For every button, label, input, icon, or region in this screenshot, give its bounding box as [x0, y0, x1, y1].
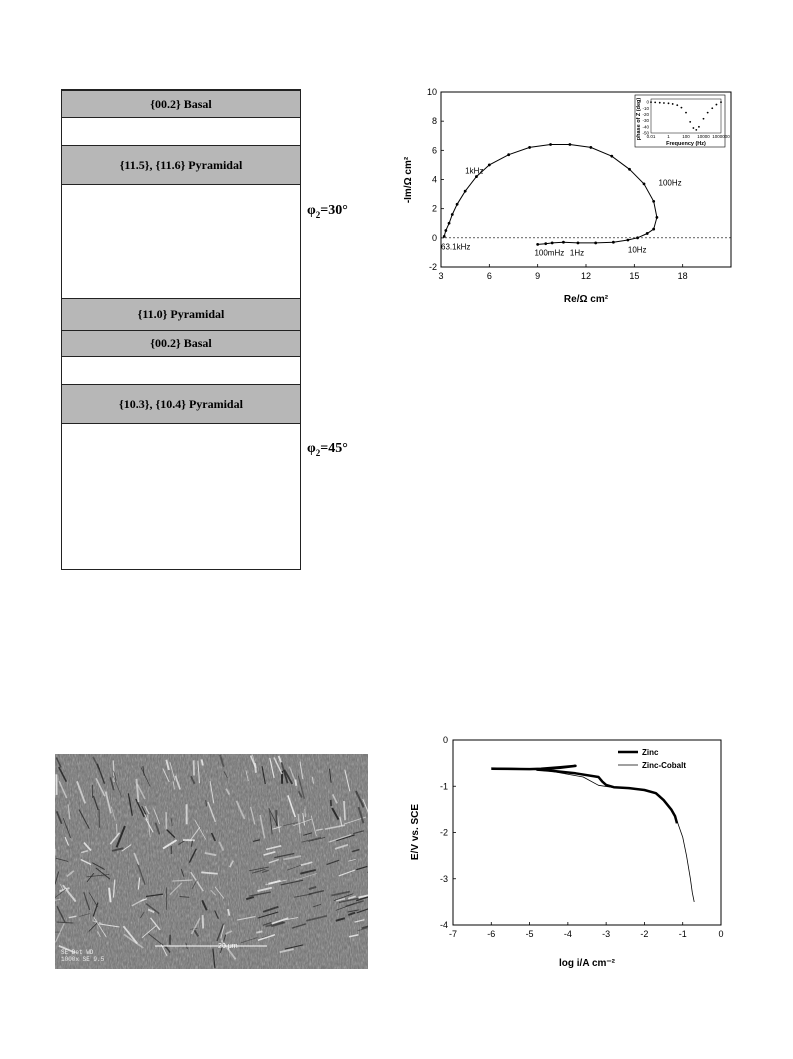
series-line-zinc: [491, 766, 677, 823]
impedance-point: [451, 213, 454, 216]
impedance-point: [610, 155, 613, 158]
impedance-point: [643, 182, 646, 185]
y-tick-label: -2: [439, 827, 448, 838]
impedance-point: [488, 164, 491, 167]
y-tick-label: -3: [439, 873, 448, 884]
y-tick-label: 6: [431, 145, 437, 156]
x-tick-label: -6: [487, 929, 496, 939]
phi2-45-label: $\varphi_2=45^\circ$: [307, 441, 348, 458]
impedance-point: [544, 242, 547, 245]
impedance-point: [568, 143, 571, 146]
band-10-3-10-4-pyramidal: {10.3}, {10.4} Pyramidal: [62, 384, 300, 424]
platelet-feature: [276, 810, 277, 826]
x-tick-label: -7: [448, 929, 458, 939]
nyquist-chart: [400, 80, 740, 330]
impedance-curve: [444, 145, 657, 245]
frequency-label: 63.1kHz: [441, 242, 471, 252]
inset-point: [707, 112, 709, 114]
y-tick-label: 0: [431, 232, 437, 243]
platelet-feature: [295, 780, 296, 786]
sem-caption-line2: 1000x SE 9.5: [61, 956, 105, 963]
inset-x-tick-label: 1000000: [712, 134, 730, 139]
y-tick-label: 4: [431, 174, 437, 185]
inset-point: [689, 121, 691, 123]
frequency-label: 1Hz: [569, 248, 585, 258]
impedance-point: [443, 235, 446, 238]
inset-y-tick-label: -10: [642, 105, 649, 111]
inset-point: [663, 102, 665, 104]
inset-point: [716, 104, 718, 106]
inset-point: [650, 101, 652, 103]
polarization-series: [491, 766, 694, 902]
sem-caption-line1: SE Det WD: [61, 949, 94, 956]
impedance-point: [456, 203, 459, 206]
phi2-30-label: $\varphi_2=30^\circ$: [307, 203, 348, 220]
sem-texture: [55, 754, 368, 969]
phase-inset: [635, 95, 730, 147]
inset-x-tick-label: 10000: [697, 134, 710, 139]
x-tick-label: 3: [438, 271, 444, 281]
inset-point: [720, 101, 722, 103]
impedance-point: [652, 200, 655, 203]
y-tick-label: 10: [426, 87, 437, 97]
legend-zinc-cobalt: Zinc-Cobalt: [642, 761, 686, 770]
inset-point: [703, 118, 705, 120]
platelet-feature: [305, 809, 306, 817]
x-tick-label: -4: [563, 929, 572, 939]
polarization-chart: [400, 728, 740, 978]
impedance-point: [594, 242, 597, 245]
impedance-point: [652, 228, 655, 231]
platelet-feature: [344, 801, 345, 820]
frequency-label: 1kHz: [465, 166, 484, 176]
band-11-0-pyramidal: {11.0} Pyramidal: [62, 298, 300, 331]
impedance-point: [464, 190, 467, 193]
x-tick-label: -5: [525, 929, 534, 939]
inset-point: [659, 102, 661, 104]
texture-orientation-table: [61, 89, 301, 570]
inset-point: [676, 104, 678, 106]
inset-point: [711, 107, 713, 109]
inset-point: [685, 112, 687, 114]
y-tick-label: -2: [428, 262, 437, 272]
x-tick-label: -3: [602, 929, 611, 939]
y-tick-label: -4: [439, 920, 448, 930]
y-tick-label: 8: [431, 116, 437, 127]
impedance-point: [589, 146, 592, 149]
inset-point: [698, 126, 700, 128]
impedance-point: [612, 241, 615, 244]
band-00-2-basal-45: {00.2} Basal: [62, 330, 300, 357]
impedance-point: [549, 143, 552, 146]
platelet-feature: [202, 759, 203, 765]
frequency-label: 100mHz: [534, 248, 565, 258]
band-11-5-11-6-pyramidal: {11.5}, {11.6} Pyramidal: [62, 145, 300, 185]
inset-point: [668, 102, 670, 104]
inset-x-tick-label: 1: [667, 134, 670, 139]
x-tick-label: 0: [718, 929, 724, 939]
x-tick-label: -1: [678, 929, 687, 939]
inset-y-tick-label: -40: [642, 124, 649, 130]
impedance-point: [536, 243, 539, 246]
inset-point: [681, 107, 683, 109]
frequency-label: 100Hz: [658, 178, 682, 188]
impedance-point: [655, 216, 658, 219]
y-axis-title: -Im/Ω cm²: [403, 156, 414, 204]
inset-point: [692, 127, 694, 129]
impedance-point: [636, 236, 639, 239]
inset-point: [695, 129, 697, 131]
scale-bar-label: 20 μm: [218, 943, 238, 950]
impedance-point: [577, 242, 580, 245]
impedance-point: [507, 153, 510, 156]
impedance-point: [448, 222, 451, 225]
inset-x-title: Frequency (Hz): [666, 141, 706, 147]
frequency-annotations: [441, 167, 682, 258]
inset-point: [654, 102, 656, 104]
platelet-feature: [117, 824, 118, 836]
platelet-feature: [331, 800, 332, 806]
y-tick-label: -1: [439, 781, 448, 792]
inset-y-title: phase of Z (deg): [636, 97, 642, 141]
y-axis-title: E/V vs. SCE: [410, 803, 421, 861]
x-tick-label: -2: [640, 929, 649, 939]
x-axis-title: log i/A cm⁻²: [558, 958, 616, 969]
impedance-point: [444, 229, 447, 232]
series-line-zinc-cobalt: [491, 768, 694, 902]
y-tick-label: 2: [431, 203, 437, 214]
x-tick-label: 15: [629, 271, 640, 281]
legend-zinc: Zinc: [642, 748, 659, 757]
x-tick-label: 18: [677, 271, 688, 281]
legend: [618, 748, 686, 770]
inset-y-tick-label: -50: [642, 130, 649, 136]
impedance-point: [646, 232, 649, 235]
x-tick-label: 6: [486, 271, 492, 281]
platelet-feature: [256, 931, 262, 932]
sem-caption: [61, 949, 104, 963]
inset-y-tick-label: -30: [642, 118, 649, 124]
inset-y-tick-label: 0: [646, 99, 649, 105]
inset-point: [672, 103, 674, 105]
impedance-point: [626, 239, 629, 242]
frequency-label: 10Hz: [627, 245, 647, 255]
x-tick-label: 12: [580, 271, 592, 281]
impedance-points: [443, 143, 658, 246]
platelet-feature: [203, 915, 204, 928]
inset-y-tick-label: -20: [642, 111, 649, 117]
impedance-point: [562, 241, 565, 244]
sem-micrograph: [55, 754, 368, 969]
inset-x-tick-label: 0.01: [646, 134, 656, 139]
inset-x-tick-label: 100: [682, 134, 690, 139]
band-00-2-basal-30: {00.2} Basal: [62, 90, 300, 118]
x-axis-title: Re/Ω cm²: [563, 294, 609, 305]
impedance-point: [528, 146, 531, 149]
impedance-point: [628, 168, 631, 171]
impedance-point: [551, 242, 554, 245]
y-tick-label: 0: [442, 735, 448, 745]
x-tick-label: 9: [535, 271, 541, 281]
